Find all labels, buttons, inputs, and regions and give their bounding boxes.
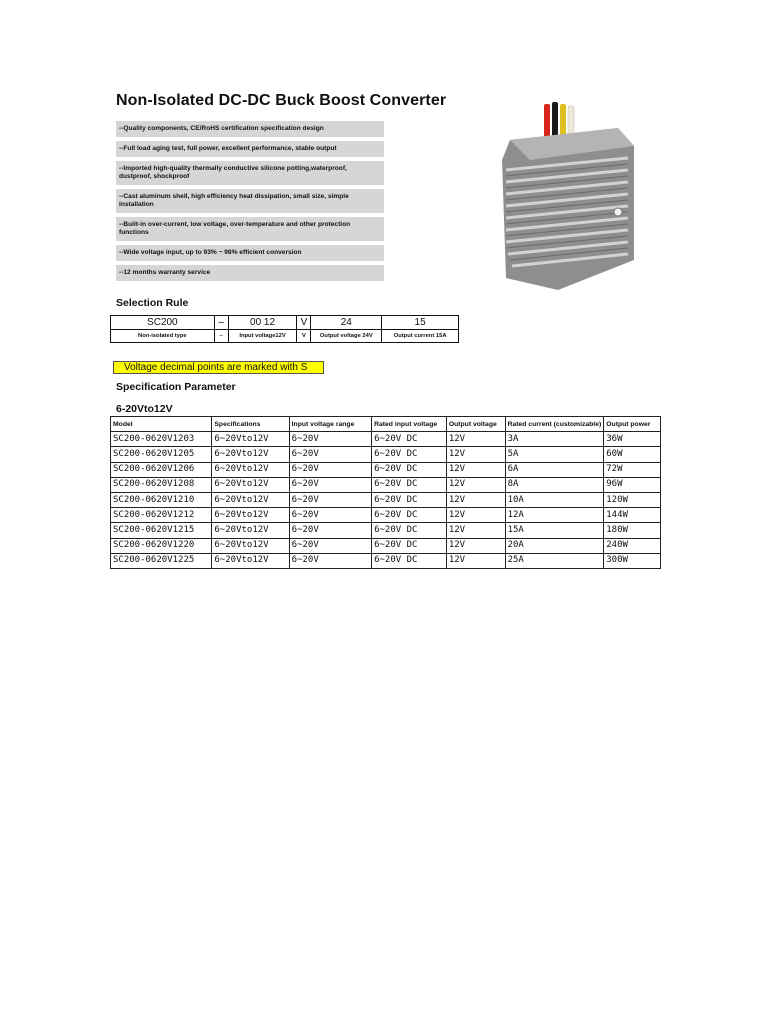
- table-cell: 6A: [505, 462, 604, 477]
- table-cell: 6~20Vto12V: [212, 508, 289, 523]
- table-cell: 6~20V DC: [372, 523, 447, 538]
- rule-label: Output current 15A: [382, 330, 459, 343]
- feature-item: --Cast aluminum shell, high efficiency heat dissipation, small size, simple installation: [116, 189, 384, 213]
- table-cell: SC200-0620V1208: [111, 477, 212, 492]
- table-cell: 180W: [604, 523, 661, 538]
- wire-red: [544, 104, 550, 140]
- rule-code: 15: [382, 316, 459, 330]
- rule-label: Output voltage 24V: [311, 330, 382, 343]
- table-cell: 6~20V: [289, 432, 371, 447]
- table-cell: 12V: [446, 477, 505, 492]
- table-cell: 96W: [604, 477, 661, 492]
- column-header: Model: [111, 417, 212, 432]
- table-cell: 12V: [446, 538, 505, 553]
- table-row: [111, 538, 661, 553]
- table-cell: 5A: [505, 447, 604, 462]
- table-cell: 6~20V: [289, 477, 371, 492]
- table-cell: 6~20Vto12V: [212, 492, 289, 507]
- selection-rule-table: [110, 315, 459, 343]
- table-cell: 12V: [446, 553, 505, 568]
- table-cell: 3A: [505, 432, 604, 447]
- table-cell: 10A: [505, 492, 604, 507]
- table-cell: SC200-0620V1212: [111, 508, 212, 523]
- rule-label: Non-isolated type: [111, 330, 215, 343]
- feature-item: --Full load aging test, full power, excellent performance, stable output: [116, 141, 384, 157]
- table-cell: 6~20Vto12V: [212, 553, 289, 568]
- table-cell: 25A: [505, 553, 604, 568]
- rule-label: V: [297, 330, 311, 343]
- table-cell: 12V: [446, 462, 505, 477]
- table-cell: 36W: [604, 432, 661, 447]
- column-header: Input voltage range: [289, 417, 371, 432]
- product-image: [500, 100, 636, 300]
- table-cell: 6~20V DC: [372, 553, 447, 568]
- table-cell: 144W: [604, 508, 661, 523]
- table-cell: 6~20Vto12V: [212, 523, 289, 538]
- column-header: Output power: [604, 417, 661, 432]
- feature-item: --Built-in over-current, low voltage, over-temperature and other protection functions: [116, 217, 384, 241]
- feature-item: --12 months warranty service: [116, 265, 384, 281]
- table-cell: 6~20V: [289, 538, 371, 553]
- spec-parameter-heading: Specification Parameter: [116, 381, 236, 393]
- column-header: Specifications: [212, 417, 289, 432]
- column-header: Rated input voltage: [372, 417, 447, 432]
- column-header: Output voltage: [446, 417, 505, 432]
- table-cell: 6~20V: [289, 462, 371, 477]
- table-cell: 12V: [446, 508, 505, 523]
- feature-item: --Wide voltage input, up to 93% ~ 98% efficient conversion: [116, 245, 384, 261]
- table-cell: SC200-0620V1203: [111, 432, 212, 447]
- table-cell: 12A: [505, 508, 604, 523]
- table-cell: SC200-0620V1215: [111, 523, 212, 538]
- spec-table-header-row: [111, 417, 661, 432]
- table-cell: 6~20Vto12V: [212, 538, 289, 553]
- feature-item: --Quality components, CE/RoHS certification specification design: [116, 121, 384, 137]
- table-cell: SC200-0620V1205: [111, 447, 212, 462]
- table-row: [111, 553, 661, 568]
- rule-code: –: [214, 316, 228, 330]
- table-row: [111, 462, 661, 477]
- page-title: Non-Isolated DC-DC Buck Boost Converter: [116, 92, 447, 109]
- table-cell: 6~20Vto12V: [212, 447, 289, 462]
- rule-code: 00 12: [228, 316, 297, 330]
- table-cell: SC200-0620V1210: [111, 492, 212, 507]
- selection-rule-heading: Selection Rule: [116, 297, 189, 309]
- rule-code: 24: [311, 316, 382, 330]
- table-cell: SC200-0620V1225: [111, 553, 212, 568]
- table-cell: 6~20Vto12V: [212, 477, 289, 492]
- table-row: [111, 523, 661, 538]
- feature-list: [116, 121, 384, 285]
- table-cell: 6~20V: [289, 447, 371, 462]
- rule-code-row: [111, 316, 459, 330]
- table-cell: 120W: [604, 492, 661, 507]
- table-cell: 60W: [604, 447, 661, 462]
- table-cell: 8A: [505, 477, 604, 492]
- table-cell: 240W: [604, 538, 661, 553]
- table-cell: 6~20V: [289, 492, 371, 507]
- voltage-range-heading: 6-20Vto12V: [116, 403, 173, 415]
- rule-label-row: [111, 330, 459, 343]
- table-cell: 12V: [446, 447, 505, 462]
- table-cell: 300W: [604, 553, 661, 568]
- decimal-note: Voltage decimal points are marked with S: [113, 361, 324, 374]
- table-row: [111, 477, 661, 492]
- rule-code: V: [297, 316, 311, 330]
- spec-table: [110, 416, 661, 569]
- table-cell: 6~20V: [289, 508, 371, 523]
- table-cell: 6~20Vto12V: [212, 432, 289, 447]
- rule-code: SC200: [111, 316, 215, 330]
- table-row: [111, 492, 661, 507]
- table-cell: 6~20V DC: [372, 447, 447, 462]
- table-cell: 6~20V DC: [372, 462, 447, 477]
- table-cell: 6~20Vto12V: [212, 462, 289, 477]
- table-cell: 6~20V DC: [372, 538, 447, 553]
- table-cell: 15A: [505, 523, 604, 538]
- rule-label: –: [214, 330, 228, 343]
- table-row: [111, 432, 661, 447]
- table-cell: 12V: [446, 432, 505, 447]
- mounting-hole: [614, 208, 622, 216]
- table-row: [111, 508, 661, 523]
- table-cell: 20A: [505, 538, 604, 553]
- table-cell: 6~20V DC: [372, 432, 447, 447]
- rule-label: Input voltage12V: [228, 330, 297, 343]
- table-cell: 6~20V: [289, 553, 371, 568]
- wire-black: [552, 102, 558, 140]
- table-cell: SC200-0620V1206: [111, 462, 212, 477]
- table-cell: 6~20V DC: [372, 508, 447, 523]
- column-header: Rated current (customizable): [505, 417, 604, 432]
- feature-item: --Imported high-quality thermally conductive silicone potting,waterproof, dustproof, shockproof: [116, 161, 384, 185]
- table-cell: 6~20V: [289, 523, 371, 538]
- table-cell: 12V: [446, 523, 505, 538]
- table-cell: 12V: [446, 492, 505, 507]
- table-row: [111, 447, 661, 462]
- table-cell: 6~20V DC: [372, 492, 447, 507]
- table-cell: SC200-0620V1220: [111, 538, 212, 553]
- table-cell: 72W: [604, 462, 661, 477]
- table-cell: 6~20V DC: [372, 477, 447, 492]
